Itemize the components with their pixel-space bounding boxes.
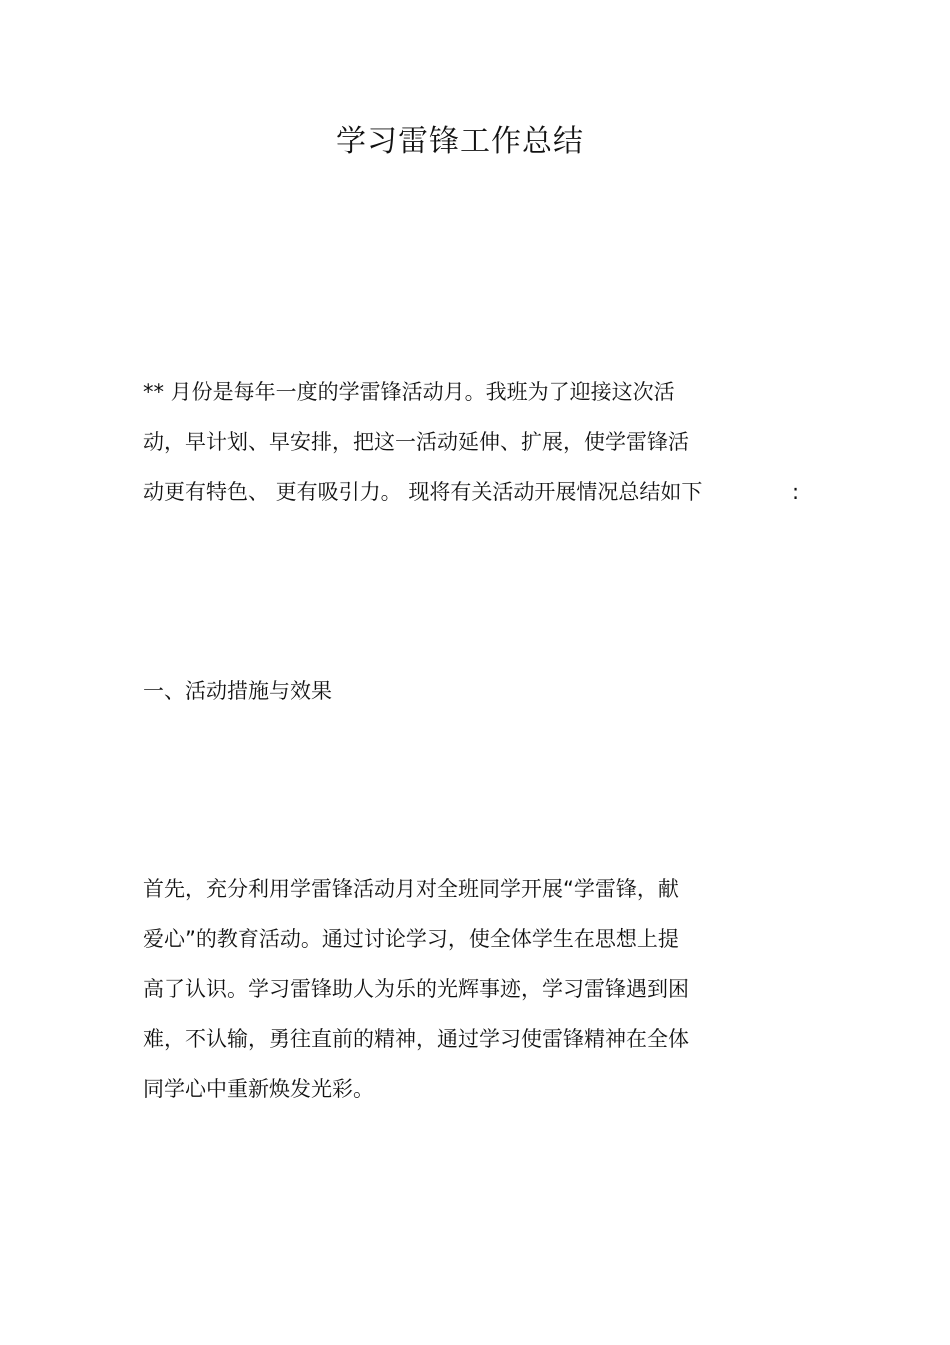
intro-trailing-colon: :: [792, 480, 800, 504]
intro-line-3: 动更有特色、 更有吸引力。 现将有关活动开展情况总结如下: [143, 480, 703, 504]
section1-line-1: 首先，充分利用学雷锋活动月对全班同学开展“学雷锋，献: [143, 877, 679, 901]
intro-line-2: 动，早计划、早安排，把这一活动延伸、扩展，使学雷锋活: [143, 430, 689, 454]
document-title: 学习雷锋工作总结: [336, 124, 584, 159]
section1-line-3: 高了认识。学习雷锋助人为乐的光辉事迹，学习雷锋遇到困: [143, 977, 689, 1001]
section1-line-2: 爱心”的教育活动。通过讨论学习，使全体学生在思想上提: [143, 927, 679, 951]
intro-line-1: ** 月份是每年一度的学雷锋活动月。我班为了迎接这次活: [143, 380, 675, 404]
section-heading-1: 一、活动措施与效果: [143, 679, 332, 703]
section1-line-5: 同学心中重新焕发光彩。: [143, 1077, 374, 1101]
section1-line-4: 难，不认输，勇往直前的精神，通过学习使雷锋精神在全体: [143, 1027, 689, 1051]
